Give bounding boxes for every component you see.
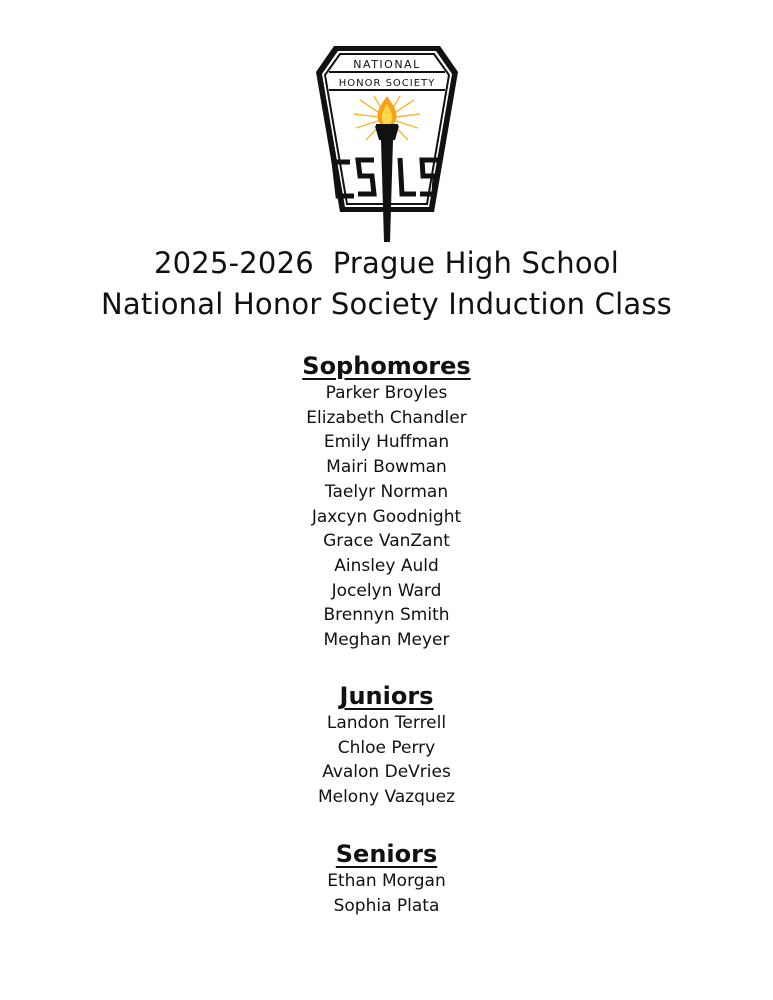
title-line-2: National Honor Society Induction Class — [101, 287, 672, 321]
list-item: Jocelyn Ward — [331, 580, 442, 601]
logo-text-national: NATIONAL — [353, 58, 421, 71]
list-item: Parker Broyles — [325, 383, 448, 403]
list-item: Sophia Plata — [333, 895, 440, 916]
logo-text-honor-society: HONOR SOCIETY — [338, 78, 436, 89]
title-line-1: 2025-2026 Prague High School — [154, 246, 619, 280]
section-sophomores — [0, 351, 773, 653]
list-item: Avalon DeVries — [322, 762, 451, 783]
section-seniors — [0, 839, 773, 918]
list-item: Chloe Perry — [337, 737, 436, 758]
list-item: Melony Vazquez — [317, 787, 456, 808]
logo-torch-handle — [381, 140, 393, 242]
list-item: Ainsley Auld — [334, 555, 439, 576]
list-item: Landon Terrell — [326, 713, 447, 733]
list-item: Mairi Bowman — [326, 457, 447, 478]
list-item: Brennyn Smith — [323, 605, 450, 626]
list-item: Emily Huffman — [323, 432, 450, 453]
list-item: Ethan Morgan — [327, 871, 446, 891]
logo-torch-cup — [375, 126, 399, 140]
list-item: Jaxcyn Goodnight — [311, 506, 462, 527]
list-item: Meghan Meyer — [323, 630, 450, 651]
section-juniors — [0, 681, 773, 810]
list-item: Taelyr Norman — [324, 481, 449, 502]
juniors-list — [0, 711, 773, 810]
list-item: Grace VanZant — [323, 531, 450, 552]
list-item: Elizabeth Chandler — [306, 407, 467, 428]
nhs-logo — [310, 44, 464, 242]
section-heading-juniors: Juniors — [339, 682, 434, 710]
section-heading-sophomores: Sophomores — [302, 352, 471, 380]
seniors-list — [0, 869, 773, 918]
section-heading-seniors: Seniors — [335, 840, 438, 868]
sophomores-list — [0, 381, 773, 653]
